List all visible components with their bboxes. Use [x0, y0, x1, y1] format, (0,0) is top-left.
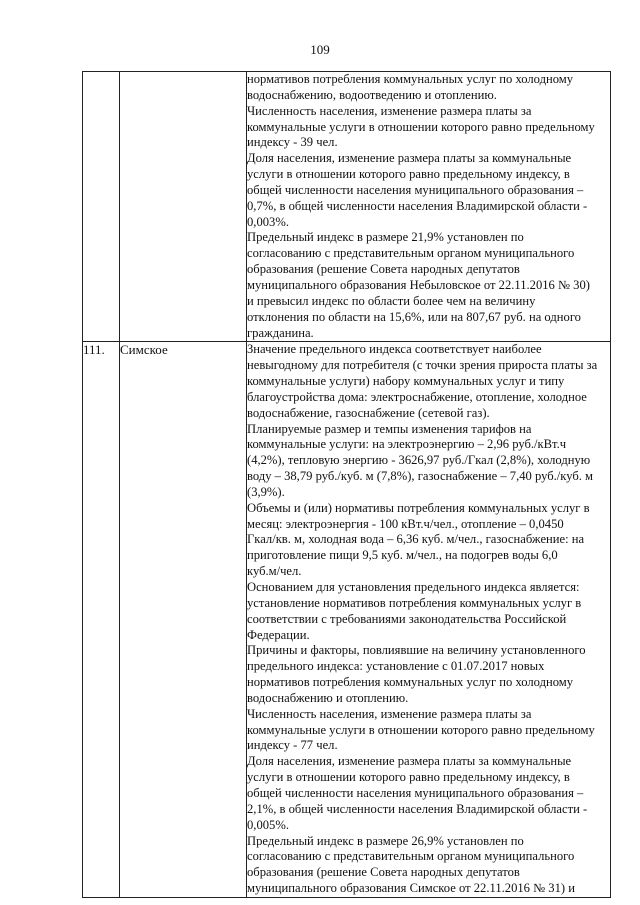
paragraph: Предельный индекс в размере 26,9% установлен по согласованию с представительным органом муниципального образования (решение Совета народных депутатов муниципального образования Симское от 22.11.2016 № 31) и: [247, 833, 575, 896]
index-table: [82, 71, 611, 898]
paragraph: Предельный индекс в размере 21,9% установлен по согласованию с представительным органом муниципального образования (решение Совета народных депутатов муниципального образования Небыловское от 22.11.2016 № 30) и превысил индекс по области более чем на величину отклонения по области на 15,6%, или на 807,67 руб. на одного гражданина.: [247, 230, 590, 340]
description-cell: [247, 72, 611, 342]
paragraph: Численность населения, изменение размера платы за коммунальные услуги в отношении которого равно предельному индексу - 39 чел.: [247, 103, 595, 150]
paragraph: Основанием для установления предельного индекса является: установление нормативов потребления коммунальных услуг в соответствии с требованиями законодательства Российской Федерации.: [247, 580, 582, 642]
page-number: 109: [310, 42, 330, 57]
paragraph: Доля населения, изменение размера платы за коммунальные услуги в отношении которого равно предельному индексу, в общей численности населения муниципального образования – 0,7%, в общей численности населения Владимирской области - 0,003%.: [247, 151, 588, 229]
paragraph: Планируемые размер и темпы изменения тарифов на коммунальные услуги: на электроэнергию – 2,96 руб./кВт.ч (4,2%), тепловую энергию - 3626,97 руб./Гкал (2,8%), холодную воду – 38,79 руб./куб. м (7,8%), газоснабжение – 7,40 руб./куб. м (3,9%).: [247, 421, 594, 499]
paragraph: Значение предельного индекса соответствует наиболее невыгодному для потребителя (с точки зрения прироста платы за коммунальные услуги) набору коммунальных услуг и типу благоустройства дома: электроснабжение, отопление, холодное водоснабжение, газоснабжение (сетевой газ).: [247, 342, 598, 420]
paragraph: Численность населения, изменение размера платы за коммунальные услуги в отношении которого равно предельному индексу - 77 чел.: [247, 706, 595, 753]
row-number-cell: 111.: [83, 342, 120, 898]
paragraph: Объемы и (или) нормативы потребления коммунальных услуг в месяц: электроэнергия - 100 кВт.ч/чел., отопление – 0,0450 Гкал/кв. м, холодная вода – 6,36 куб. м/чел., газоснабжение: на приготовление пищи 9,5 куб. м/чел., на подогрев воды 6,0 куб.м/чел.: [247, 500, 590, 579]
paragraph: Причины и факторы, повлиявшие на величину установленного предельного индекса: установление с 01.07.2017 новых нормативов потребления коммунальных услуг по холодному водоснабжению и отоплению.: [247, 643, 586, 705]
paragraph: Доля населения, изменение размера платы за коммунальные услуги в отношении которого равно предельному индексу, в общей численности населения муниципального образования – 2,1%, в общей численности населения Владимирской области - 0,005%.: [247, 754, 588, 832]
table-row: [83, 72, 611, 342]
description-cell: [247, 342, 611, 898]
municipality-name-cell: [120, 72, 247, 342]
row-number-cell: [83, 72, 120, 342]
paragraph: нормативов потребления коммунальных услуг по холодному водоснабжению, водоотведению и отоплению.: [247, 72, 574, 102]
municipality-name-cell: Симское: [120, 342, 247, 898]
table-row: [83, 342, 611, 898]
